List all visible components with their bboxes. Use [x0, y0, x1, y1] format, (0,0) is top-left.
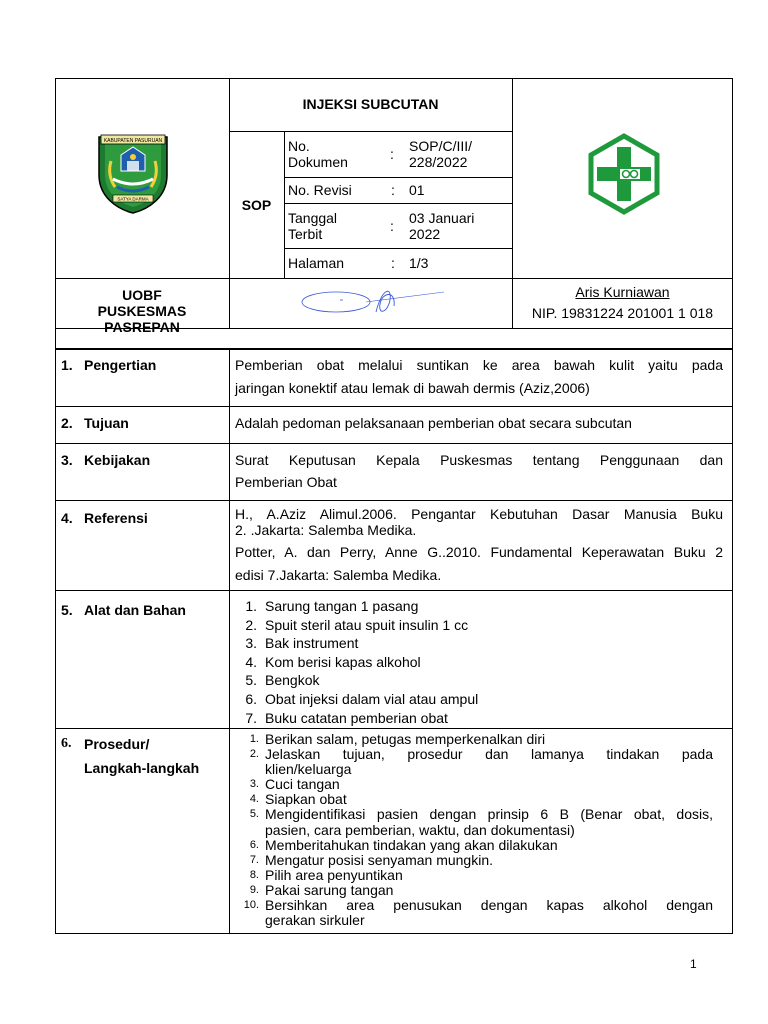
list-item	[235, 807, 713, 837]
section-title-tujuan: Tujuan	[84, 415, 129, 431]
divider	[229, 349, 230, 934]
signatory-name: Aris Kurniawan	[575, 284, 670, 300]
section-text-pengertian: jaringan konektif atau lemak di bawah dermis (Aziz,2006)	[235, 380, 590, 396]
field-label-no-revisi: No. Revisi	[288, 182, 352, 198]
list-item	[235, 732, 713, 747]
field-label-halaman: Halaman	[288, 255, 345, 271]
list-item	[235, 747, 713, 777]
field-label-no-dokumen: No. Dokumen	[288, 138, 348, 170]
list-item-text: Memberitahukan tindakan yang akan dilakukan	[265, 836, 558, 853]
section-title-alat: Alat dan Bahan	[84, 602, 186, 618]
divider	[284, 248, 512, 249]
divider	[55, 500, 733, 501]
divider	[55, 278, 733, 279]
unit-name: UOBF PUSKESMAS PASREPAN	[97, 287, 187, 335]
logo-text-top: KABUPATEN PASURUAN	[103, 138, 163, 144]
list-item-text: Cuci tangan	[265, 776, 340, 793]
divider	[229, 131, 512, 132]
section-number: 1.	[61, 357, 73, 373]
divider	[55, 406, 733, 407]
list-item	[235, 710, 715, 729]
list-item-text: Siapkan obat	[265, 791, 347, 808]
list-item-number: 8.	[249, 868, 259, 881]
list-item-number: 5.	[249, 808, 259, 821]
list-item-text: Mengatur posisi senyaman mungkin.	[265, 851, 494, 868]
prosedur-list	[235, 732, 713, 928]
section-number: 5.	[61, 602, 73, 618]
list-item-text: Bengkok	[265, 672, 320, 689]
list-item-number: 3.	[249, 778, 259, 791]
section-text-pengertian: Pemberian obat melalui suntikan ke area bawah kulit yaitu pada	[235, 357, 723, 373]
list-item-number: 6.	[245, 690, 257, 707]
list-item-number: 10.	[243, 899, 259, 912]
list-item	[235, 868, 713, 883]
page-number: 1	[690, 957, 697, 971]
field-value-halaman: 1/3	[409, 255, 429, 271]
list-item	[235, 792, 713, 807]
list-item-number: 2.	[249, 748, 259, 761]
field-value-no-revisi: 01	[409, 182, 425, 198]
list-item-number: 4.	[245, 653, 257, 670]
divider	[55, 590, 733, 591]
field-sep: :	[390, 146, 394, 162]
section-number: 6.	[61, 736, 72, 751]
field-sep: :	[390, 218, 394, 234]
section-number: 4.	[61, 510, 73, 526]
section-title-referensi: Referensi	[84, 510, 148, 526]
section-text-kebijakan: Pemberian Obat	[235, 474, 337, 490]
list-item-text: Sarung tangan 1 pasang	[265, 598, 419, 614]
section-text-referensi: H., A.Aziz Alimul.2006. Pengantar Kebutuhan Dasar Manusia Buku	[235, 506, 723, 522]
list-item-text: Pakai sarung tangan	[265, 881, 394, 898]
list-item	[235, 777, 713, 792]
list-item	[235, 898, 713, 928]
list-item	[235, 654, 715, 673]
list-item	[235, 853, 713, 868]
section-title-prosedur: Prosedur/	[84, 736, 150, 752]
section-number: 3.	[61, 452, 73, 468]
list-item-text: Berikan salam, petugas memperkenalkan diri	[265, 731, 546, 747]
list-item-text: gerakan sirkuler	[265, 912, 365, 929]
list-item	[235, 617, 715, 636]
field-label-tanggal-terbit: Tanggal Terbit	[288, 210, 338, 242]
signature-icon	[296, 282, 456, 322]
list-item-text: klien/keluarga	[265, 761, 352, 778]
divider	[284, 131, 285, 278]
field-sep: :	[391, 255, 395, 271]
list-item-number: 4.	[249, 793, 259, 806]
list-item-text: Buku catatan pemberian obat	[265, 709, 448, 726]
document-title: INJEKSI SUBCUTAN	[302, 96, 439, 112]
section-text-referensi: edisi 7.Jakarta: Salemba Medika.	[235, 567, 442, 583]
divider	[284, 177, 512, 178]
list-item-text: Obat injeksi dalam vial atau ampul	[265, 690, 479, 707]
list-item-number: 9.	[249, 883, 259, 896]
list-item-text: Pilih area penyuntikan	[265, 866, 403, 883]
sop-label: SOP	[241, 197, 272, 213]
section-text-referensi: Potter, A. dan Perry, Anne G..2010. Fundamental Keperawatan Buku 2	[235, 544, 723, 560]
signatory-nip: NIP. 19831224 201001 1 018	[531, 305, 714, 321]
logo-text-bottom: SATYA DARMA	[117, 196, 149, 202]
list-item-text: Kom berisi kapas alkohol	[265, 653, 421, 670]
field-value-no-dokumen: SOP/C/III/ 228/2022	[409, 138, 473, 170]
list-item-number: 5.	[245, 672, 257, 689]
list-item-text: Mengidentifikasi pasien dengan prinsip 6 B (Benar obat, dosis,	[265, 806, 713, 823]
list-item-number: 1.	[245, 598, 257, 614]
divider	[284, 203, 512, 204]
kabupaten-logo-icon	[91, 131, 175, 215]
list-item	[235, 838, 713, 853]
section-text-tujuan: Adalah pedoman pelaksanaan pemberian obat secara subcutan	[235, 415, 632, 431]
list-item	[235, 883, 713, 898]
list-item-number: 2.	[245, 616, 257, 633]
list-item-text: Bak instrument	[265, 635, 359, 652]
list-item-text: pasien, cara pemberian, waktu, dan dokumentasi)	[265, 821, 575, 838]
divider	[55, 443, 733, 444]
list-item-number: 1.	[249, 733, 259, 745]
section-text-referensi: 2. .Jakarta: Salemba Medika.	[235, 522, 417, 538]
list-item-text: Bersihkan area penusukan dengan kapas alkohol dengan	[265, 897, 713, 914]
field-value-tanggal-terbit: 03 Januari 2022	[409, 210, 475, 242]
list-item	[235, 635, 715, 654]
section-title-prosedur-line2: Langkah-langkah	[84, 760, 200, 776]
list-item-number: 7.	[249, 853, 259, 866]
list-item-text: Spuit steril atau spuit insulin 1 cc	[265, 616, 469, 633]
list-item-number: 3.	[245, 635, 257, 652]
list-item-number: 6.	[249, 838, 259, 851]
list-item	[235, 598, 715, 617]
section-title-kebijakan: Kebijakan	[84, 452, 151, 468]
section-number: 2.	[61, 415, 73, 431]
section-text-kebijakan: Surat Keputusan Kepala Puskesmas tentang Penggunaan dan	[235, 452, 723, 468]
list-item-text: Jelaskan tujuan, prosedur dan lamanya tindakan pada	[265, 746, 713, 763]
alat-list	[235, 598, 715, 728]
list-item	[235, 672, 715, 691]
puskesmas-logo-icon	[583, 133, 665, 215]
list-item	[235, 691, 715, 710]
section-title-pengertian: Pengertian	[84, 357, 157, 373]
field-sep: :	[391, 182, 395, 198]
list-item-number: 7.	[245, 709, 257, 726]
